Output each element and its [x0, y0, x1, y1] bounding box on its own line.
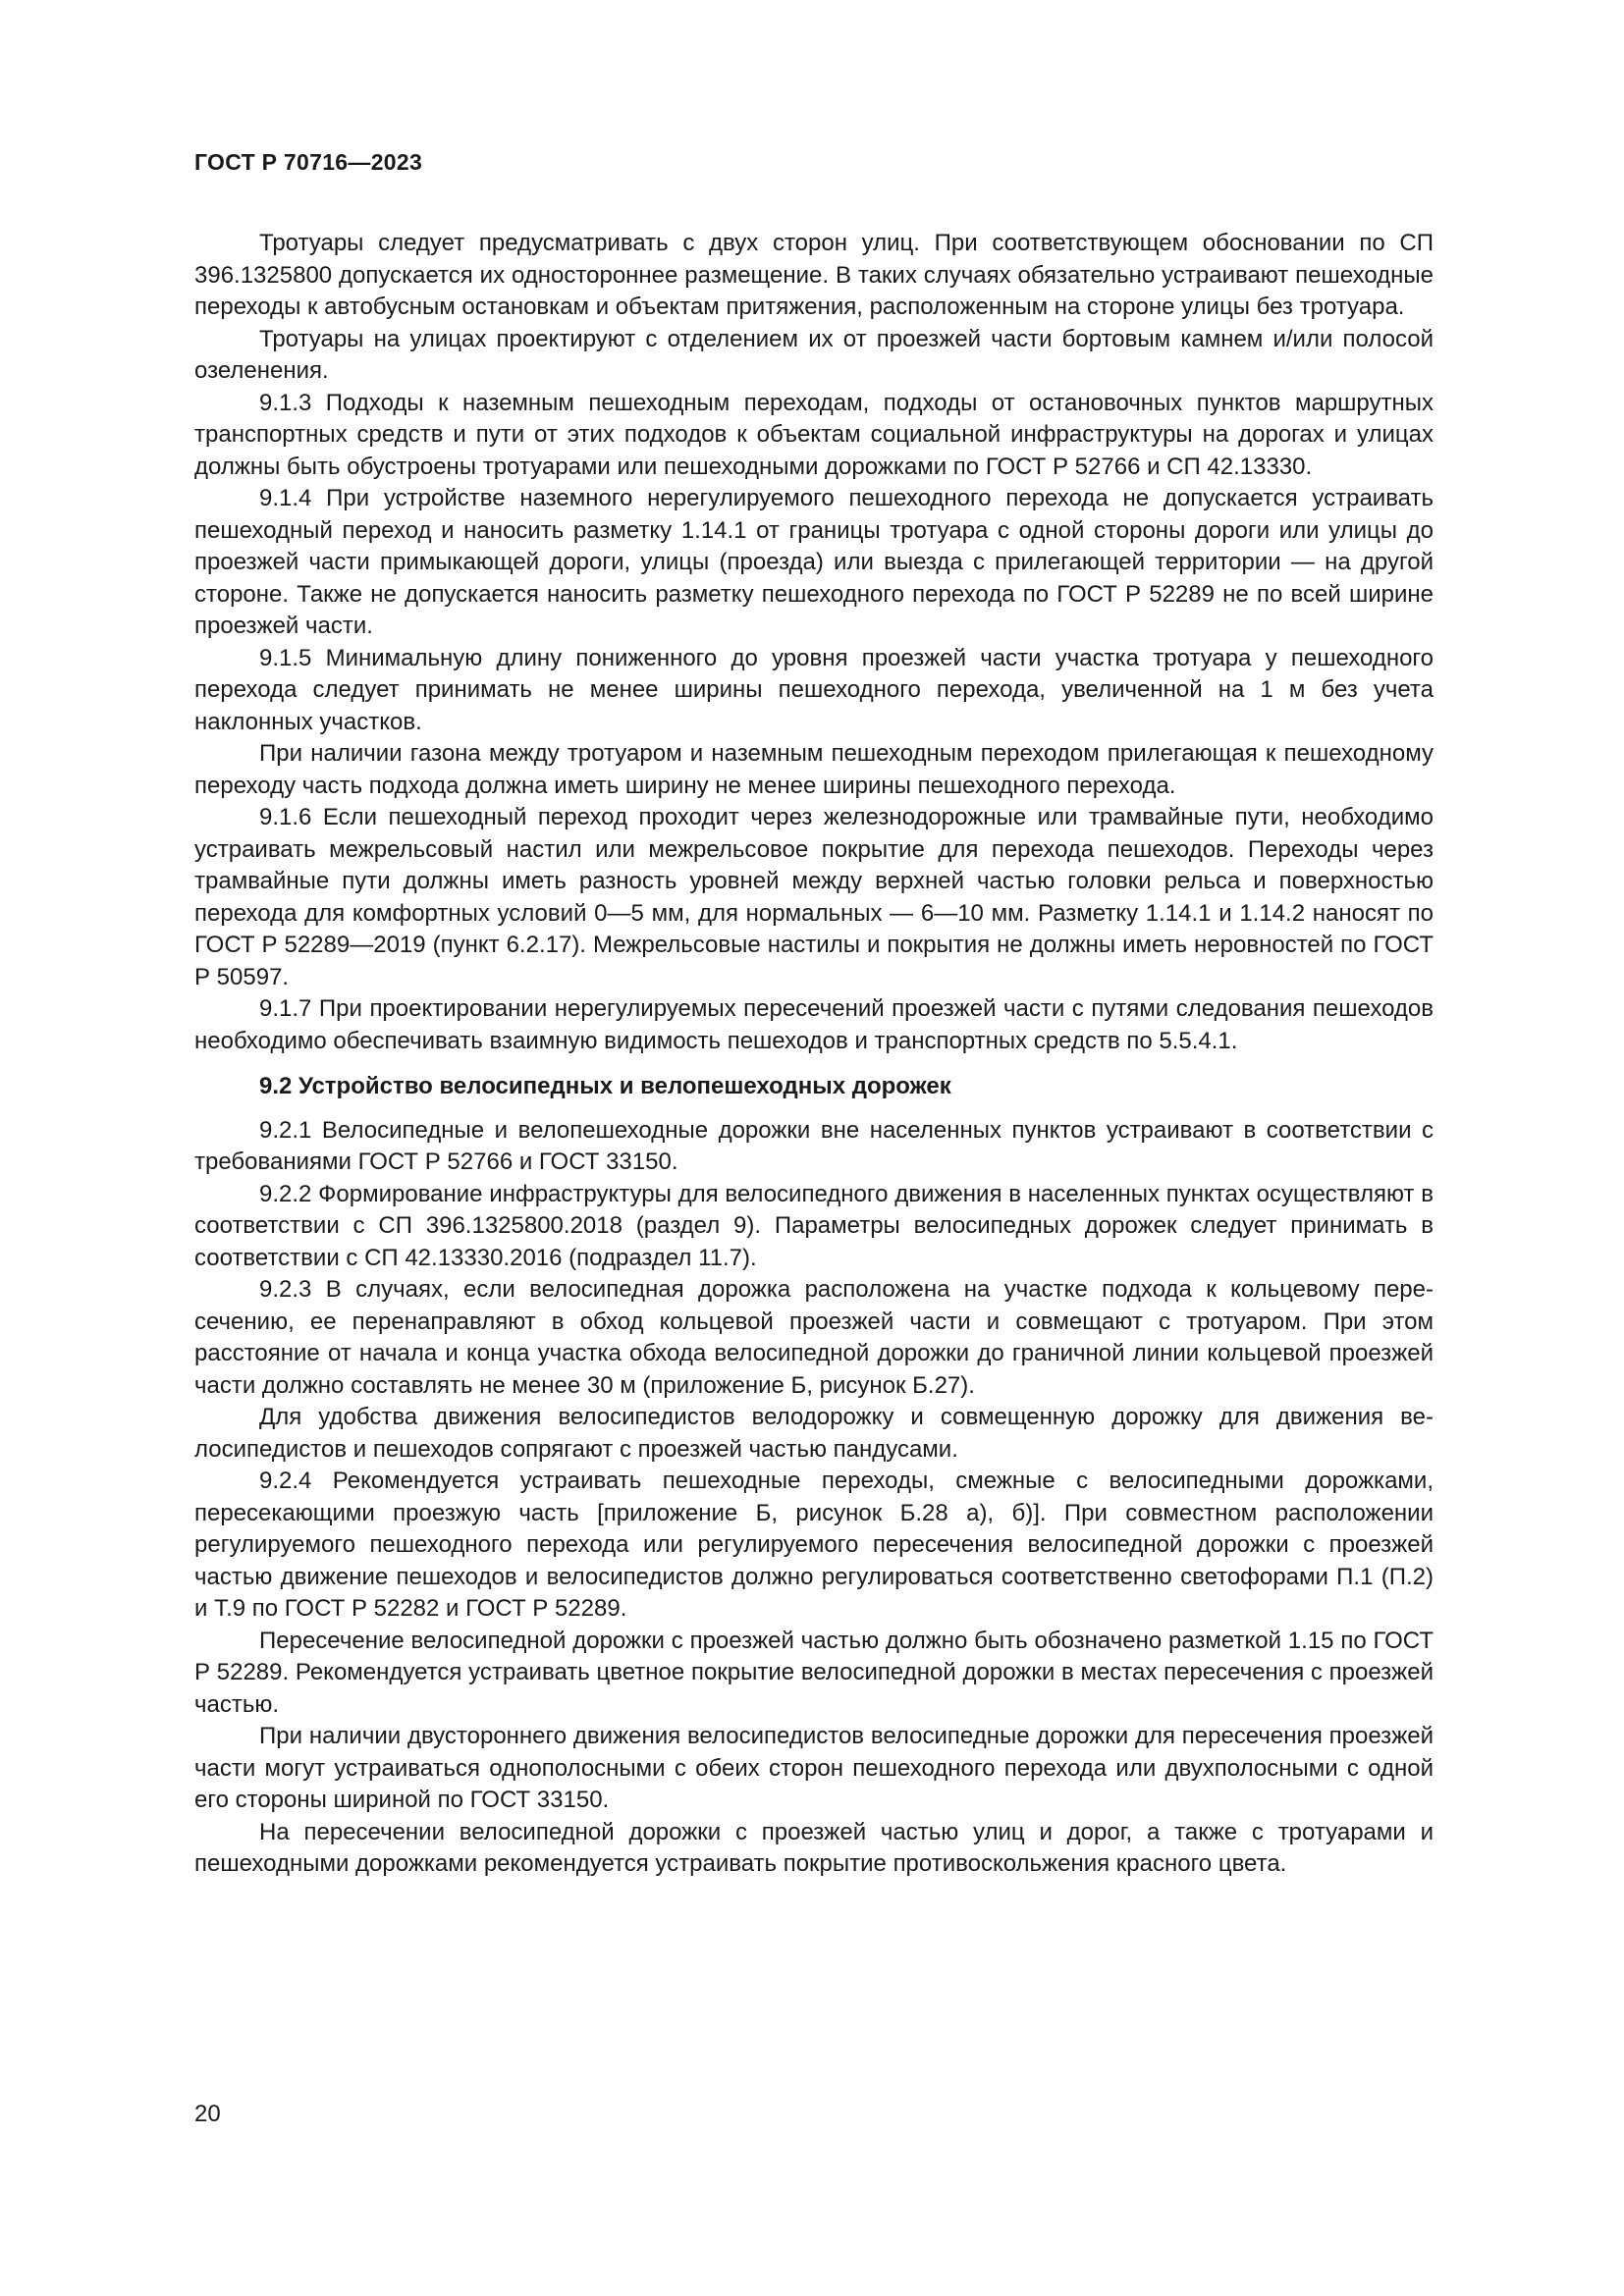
paragraph: 9.1.5 Минимальную длину пониженного до уровня проезжей части участка тротуара у пешеходного перехода следует принимать не менее ширины пешеходного перехода, увеличенной на 1 м без учета наклонных участков. — [194, 644, 1434, 735]
paragraph: 9.2.1 Велосипедные и велопешеходные дорожки вне населенных пунктов устраивают в соответствии с требованиями ГОСТ Р 52766 и ГОСТ 33150. — [194, 1116, 1434, 1175]
document-code-header: ГОСТ Р 70716—2023 — [194, 149, 423, 175]
paragraph: 9.1.4 При устройстве наземного нерегулируемого пешеходного перехода не допускается устраивать пешеходный переход и наносить разметку 1.14.1 от границы тротуара с одной стороны дороги или улицы до проезжей части примыкающей дороги, улицы (проезда) или выезда с прилегающей территории — на другой стороне. Также не допускается наносить разметку пешеходного перехода по ГОСТ Р 52289 не по всей ширине проезжей части. — [194, 485, 1434, 639]
page-number: 20 — [194, 2101, 221, 2127]
paragraph: На пересечении велосипедной дорожки с проезжей частью улиц и дорог, а также с тротуарами и пешеходными дорожками рекомендуется устраивать покрытие противоскольжения красного цвета. — [194, 1818, 1434, 1877]
paragraph: 9.1.7 При проектировании нерегулируемых пересечений проезжей части с путями следования пешеходов необходимо обеспечивать взаимную видимость пешеходов и транспортных средств по 5.5.4.1. — [194, 995, 1434, 1054]
paragraph: 9.2.2 Формирование инфраструктуры для велосипедного движения в населенных пунктах осуществляют в соответствии с СП 396.1325800.2018 (раздел 9). Параметры велосипедных дорожек следует принимать в соответствии с СП 42.13330.2016 (подраздел 11.7). — [194, 1180, 1434, 1271]
paragraph: Пересечение велосипедной дорожки с проезжей частью должно быть обозначено разметкой 1.15 по ГОСТ Р 52289. Рекомендуется устраивать цветное покрытие велосипедной дорожки в местах пересечения с проезжей частью. — [194, 1627, 1434, 1718]
section-heading: 9.2 Устройство велосипедных и велопешеходных дорожек — [259, 1073, 951, 1099]
document-body — [194, 228, 1434, 1881]
paragraph: При наличии двустороннего движения велосипедистов велосипедные дорожки для пересечения проезжей части могут устраиваться однополосными с обеих сторон пешеходного перехода или двухполосными с одной его стороны шириной по ГОСТ 33150. — [194, 1723, 1434, 1813]
paragraph: При наличии газона между тротуаром и наземным пешеходным переходом прилегающая к пешеходному переходу часть подхода должна иметь ширину не менее ширины пешеходного перехода. — [194, 740, 1434, 799]
paragraph: Тротуары следует предусматривать с двух сторон улиц. При соответствующем обосновании по СП 396.1325800 допускается их одностороннее размещение. В таких случаях обязательно устраивают пешеходные переходы к автобусным остановкам и объектам притяжения, расположенным на стороне улицы без тротуара. — [194, 230, 1434, 320]
paragraph: 9.1.3 Подходы к наземным пешеходным переходам, подходы от остановочных пунктов маршрутных транспортных средств и пути от этих подходов к объектам социальной инфраструктуры на дорогах и улицах должны быть обустроены тротуарами или пешеходными дорожками по ГОСТ Р 52766 и СП 42.13330. — [194, 389, 1434, 480]
paragraph: Для удобства движения велосипедистов велодорожку и совмещенную дорожку для движения велосипедистов и пешеходов сопрягают с проезжей частью пандусами. — [194, 1404, 1434, 1463]
paragraph: 9.2.3 В случаях, если велосипедная дорожка расположена на участке подхода к кольцевому пересечению, ее перенаправляют в обход кольцевой проезжей части и совмещают с тротуаром. При этом расстояние от начала и конца участка обхода велосипедной дорожки до граничной линии кольцевой проезжей части должно составлять не менее 30 м (приложение Б, рисунок Б.27). — [194, 1276, 1434, 1399]
paragraph: 9.2.4 Рекомендуется устраивать пешеходные переходы, смежные с велосипедными дорожками, пересекающими проезжую часть [приложение Б, рисунок Б.28 а), б)]. При совместном расположении регулируемого пешеходного перехода или регулируемого пересечения велосипедной дорожки с проезжей частью движение пешеходов и велосипедистов должно регулироваться соответственно светофорами П.1 (П.2) и Т.9 по ГОСТ Р 52282 и ГОСТ Р 52289. — [194, 1468, 1434, 1622]
paragraph: Тротуары на улицах проектируют с отделением их от проезжей части бортовым камнем и/или полосой озеленения. — [194, 325, 1434, 384]
paragraph: 9.1.6 Если пешеходный переход проходит через железнодорожные или трамвайные пути, необходимо устраивать межрельсовый настил или межрельсовое покрытие для перехода пешеходов. Переходы через трамвайные пути должны иметь разность уровней между верхней частью головки рельса и поверхностью перехода для комфортных условий 0—5 мм, для нормальных — 6—10 мм. Разметку 1.14.1 и 1.14.2 наносят по ГОСТ Р 52289—2019 (пункт 6.2.17). Межрельсовые настилы и покрытия не должны иметь неровностей по ГОСТ Р 50597. — [194, 804, 1434, 990]
